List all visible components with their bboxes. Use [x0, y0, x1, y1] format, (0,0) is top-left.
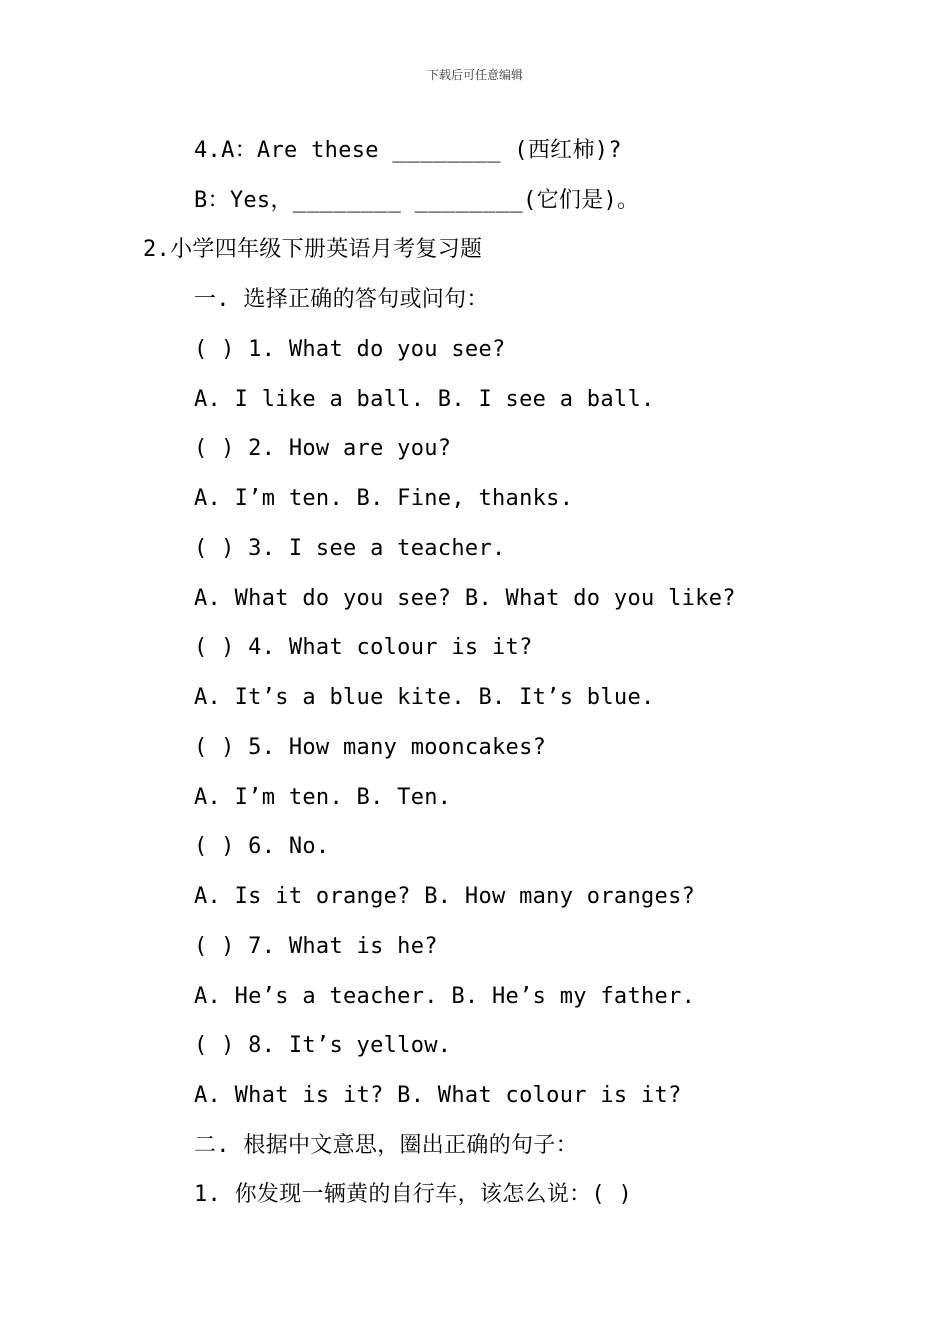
part-one-heading: 一. 选择正确的答句或问句： — [194, 287, 489, 312]
options-7: A. He’s a teacher. B. He’s my father. — [194, 984, 696, 1009]
options-4: A. It’s a blue kite. B. It’s blue. — [194, 685, 655, 710]
section-title: 2.小学四年级下册英语月考复习题 — [143, 237, 483, 262]
options-5: A. I’m ten. B. Ten. — [194, 785, 452, 810]
options-8: A. What is it? B. What colour is it? — [194, 1083, 682, 1108]
answer-4b: B：Yes，________ ________(它们是)。 — [194, 188, 640, 213]
question-4a: 4.A：Are these ________ (西红柿)? — [194, 138, 622, 163]
question-6: ( ) 6. No. — [194, 834, 330, 859]
question-2: ( ) 2. How are you? — [194, 436, 452, 461]
question-8: ( ) 8. It’s yellow. — [194, 1033, 452, 1058]
options-1: A. I like a ball. B. I see a ball. — [194, 387, 655, 412]
part-two-question-1: 1. 你发现一辆黄的自行车，该怎么说：( ) — [194, 1182, 633, 1207]
question-4: ( ) 4. What colour is it? — [194, 635, 533, 660]
part-two-heading: 二. 根据中文意思，圈出正确的句子： — [194, 1133, 578, 1158]
header-note: 下载后可任意编辑 — [426, 68, 523, 82]
question-5: ( ) 5. How many mooncakes? — [194, 735, 547, 760]
question-7: ( ) 7. What is he? — [194, 934, 438, 959]
options-3: A. What do you see? B. What do you like? — [194, 586, 736, 611]
question-3: ( ) 3. I see a teacher. — [194, 536, 506, 561]
options-6: A. Is it orange? B. How many oranges? — [194, 884, 696, 909]
question-1: ( ) 1. What do you see? — [194, 337, 506, 362]
options-2: A. I’m ten. B. Fine, thanks. — [194, 486, 574, 511]
